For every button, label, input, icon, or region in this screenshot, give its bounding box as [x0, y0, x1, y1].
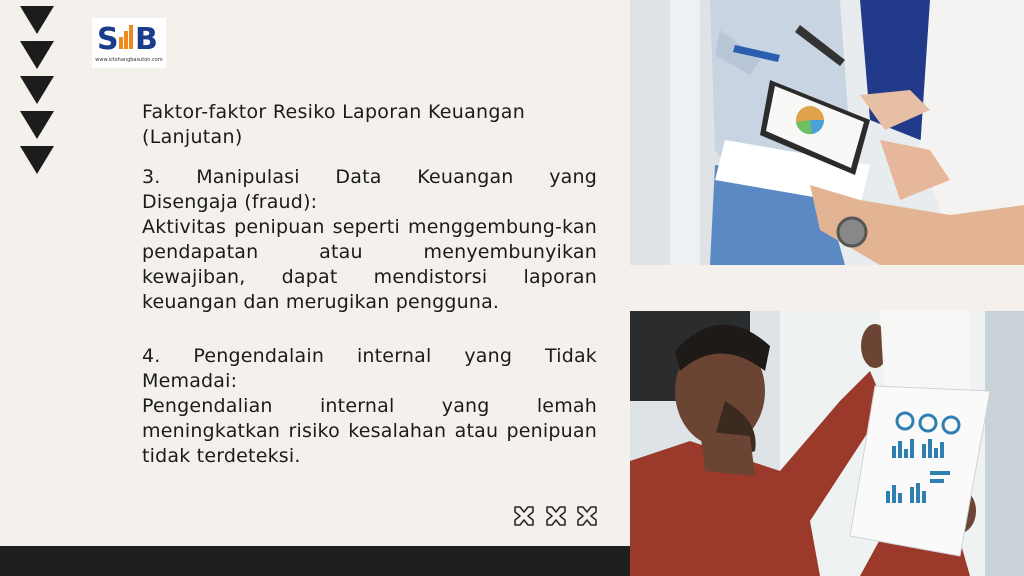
- item-4-heading-line-2: Memadai:: [142, 370, 238, 392]
- slide-title: [142, 100, 602, 150]
- item-3: [142, 165, 597, 315]
- bottom-band: [0, 546, 630, 576]
- logo-mark: [94, 20, 164, 54]
- triangle-down-icon: [20, 41, 54, 69]
- x-marks-decoration: [512, 504, 602, 528]
- logo-letter-b: B: [135, 22, 158, 54]
- item-3-heading-line-1: 3. Manipulasi Data Keuangan yang: [142, 166, 597, 188]
- triangle-down-icon: [20, 146, 54, 174]
- triangle-down-icon: [20, 111, 54, 139]
- x-mark-icon: [515, 507, 533, 525]
- photo-team-reviewing-reports: [630, 0, 1024, 265]
- logo-letter-s: S: [97, 22, 119, 54]
- item-4: [142, 344, 597, 469]
- logo-url: www.sitohangbasuton.com: [95, 57, 163, 63]
- logo: [92, 18, 166, 68]
- item-3-heading-line-2: Disengaja (fraud):: [142, 191, 318, 213]
- triangle-down-icon: [20, 76, 54, 104]
- x-mark-icon: [547, 507, 565, 525]
- title-line-1: Faktor-faktor Resiko Laporan Keuangan: [142, 101, 526, 123]
- triangle-down-icon: [20, 6, 54, 34]
- x-mark-icon: [578, 507, 596, 525]
- title-line-2: (Lanjutan): [142, 126, 243, 148]
- item-3-body: Aktivitas penipuan seperti menggembung-kan pendapatan atau menyembunyikan kewajiban, dapat mendistorsi laporan keuangan dan merugikan pengguna.: [142, 216, 597, 313]
- photo-man-holding-charts: [630, 311, 1024, 576]
- item-4-body: Pengendalian internal yang lemah meningkatkan risiko kesalahan atau penipuan tidak terdeteksi.: [142, 395, 597, 467]
- item-4-heading-line-1: 4. Pengendalain internal yang Tidak: [142, 345, 597, 367]
